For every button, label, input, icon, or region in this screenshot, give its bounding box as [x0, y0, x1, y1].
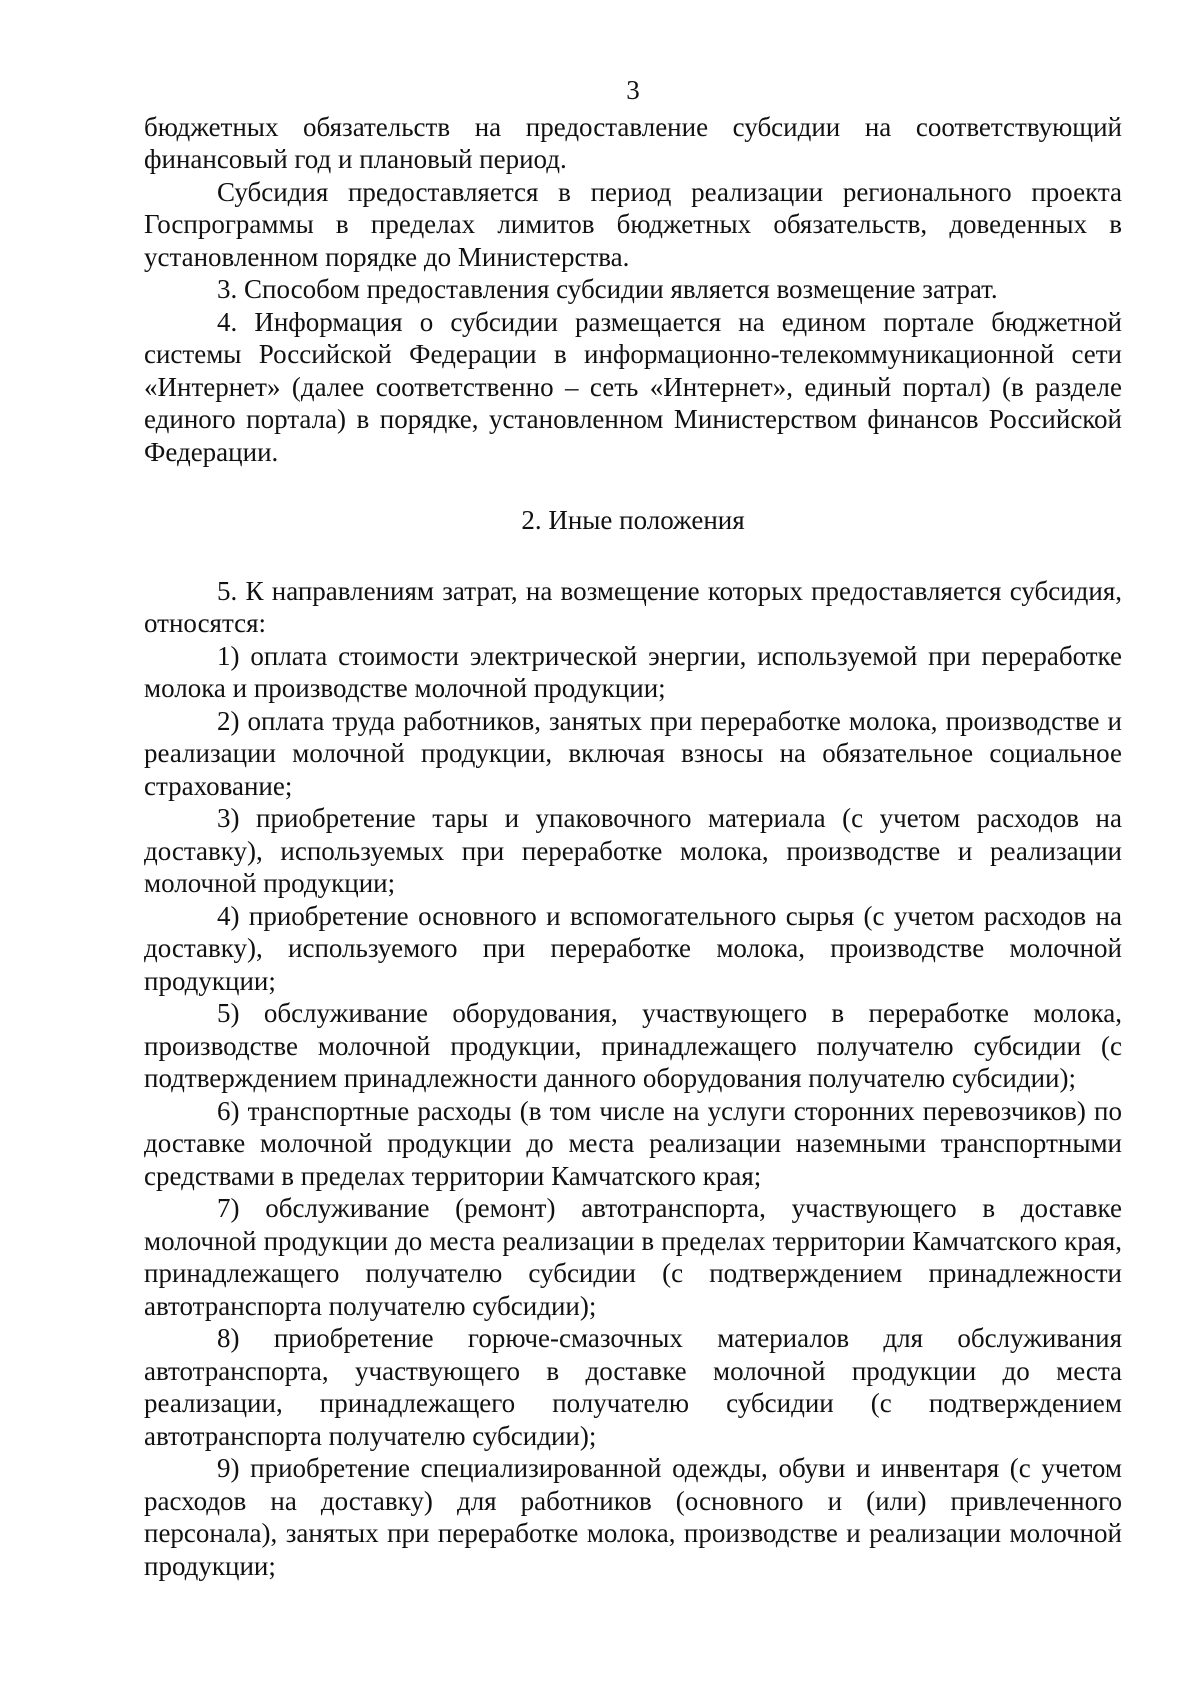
paragraph-continuation: бюджетных обязательств на предоставление субсидии на соответствующий финансовый год и плановый период. — [144, 111, 1122, 174]
paragraph-item-3: 3. Способом предоставления субсидии является возмещение затрат. — [217, 274, 998, 304]
page-number: 3 — [626, 75, 640, 105]
section-heading: 2. Иные положения — [521, 505, 745, 535]
list-item-3: 3) приобретение тары и упаковочного материала (с учетом расходов на доставку), используемых при переработке молока, производстве и реализации молочной продукции; — [144, 803, 1122, 898]
list-item-2: 2) оплата труда работников, занятых при переработке молока, производстве и реализации молочной продукции, включая взносы на обязательное социальное страхование; — [144, 705, 1122, 801]
paragraph-item-4: 4. Информация о субсидии размещается на едином портале бюджетной системы Российской Федерации в информационно-телекоммуникационной сети «Интернет» (далее соответственно – сеть «Интернет», единый портал) (в разделе единого портала) в порядке, установленном Министерством финансов Российской Федерации. — [144, 306, 1122, 467]
paragraph-item-5: 5. К направлениям затрат, на возмещение которых предоставляется субсидия, относятся: — [144, 575, 1122, 638]
document-page — [144, 74, 1122, 1582]
list-item-6: 6) транспортные расходы (в том числе на услуги сторонних перевозчиков) по доставке молочной продукции до места реализации наземными транспортными средствами в пределах территории Камчатского края; — [144, 1095, 1122, 1191]
list-item-1: 1) оплата стоимости электрической энергии, используемой при переработке молока и производстве молочной продукции; — [144, 640, 1122, 703]
list-item-9: 9) приобретение специализированной одежды, обуви и инвентаря (с учетом расходов на доставку) для работников (основного и (или) привлеченного персонала), занятых при переработке молока, производстве и реализации молочной продукции; — [144, 1453, 1122, 1581]
list-item-8: 8) приобретение горюче-смазочных материалов для обслуживания автотранспорта, участвующего в доставке молочной продукции до места реализации, принадлежащего получателю субсидии (с подтверждением автотранспорта получателю субсидии); — [144, 1323, 1122, 1451]
list-item-7: 7) обслуживание (ремонт) автотранспорта, участвующего в доставке молочной продукции до места реализации в пределах территории Камчатского края, принадлежащего получателю субсидии (с подтверждением принадлежности автотранспорта получателю субсидии); — [144, 1193, 1122, 1321]
paragraph-subsidy-period: Субсидия предоставляется в период реализации регионального проекта Госпрограммы в пределах лимитов бюджетных обязательств, доведенных в установленном порядке до Министерства. — [144, 176, 1122, 272]
list-item-4: 4) приобретение основного и вспомогательного сырья (с учетом расходов на доставку), используемого при переработке молока, производстве молочной продукции; — [144, 900, 1122, 996]
list-item-5: 5) обслуживание оборудования, участвующего в переработке молока, производстве молочной продукции, принадлежащего получателю субсидии (с подтверждением принадлежности данного оборудования получателю субсидии); — [144, 998, 1122, 1093]
